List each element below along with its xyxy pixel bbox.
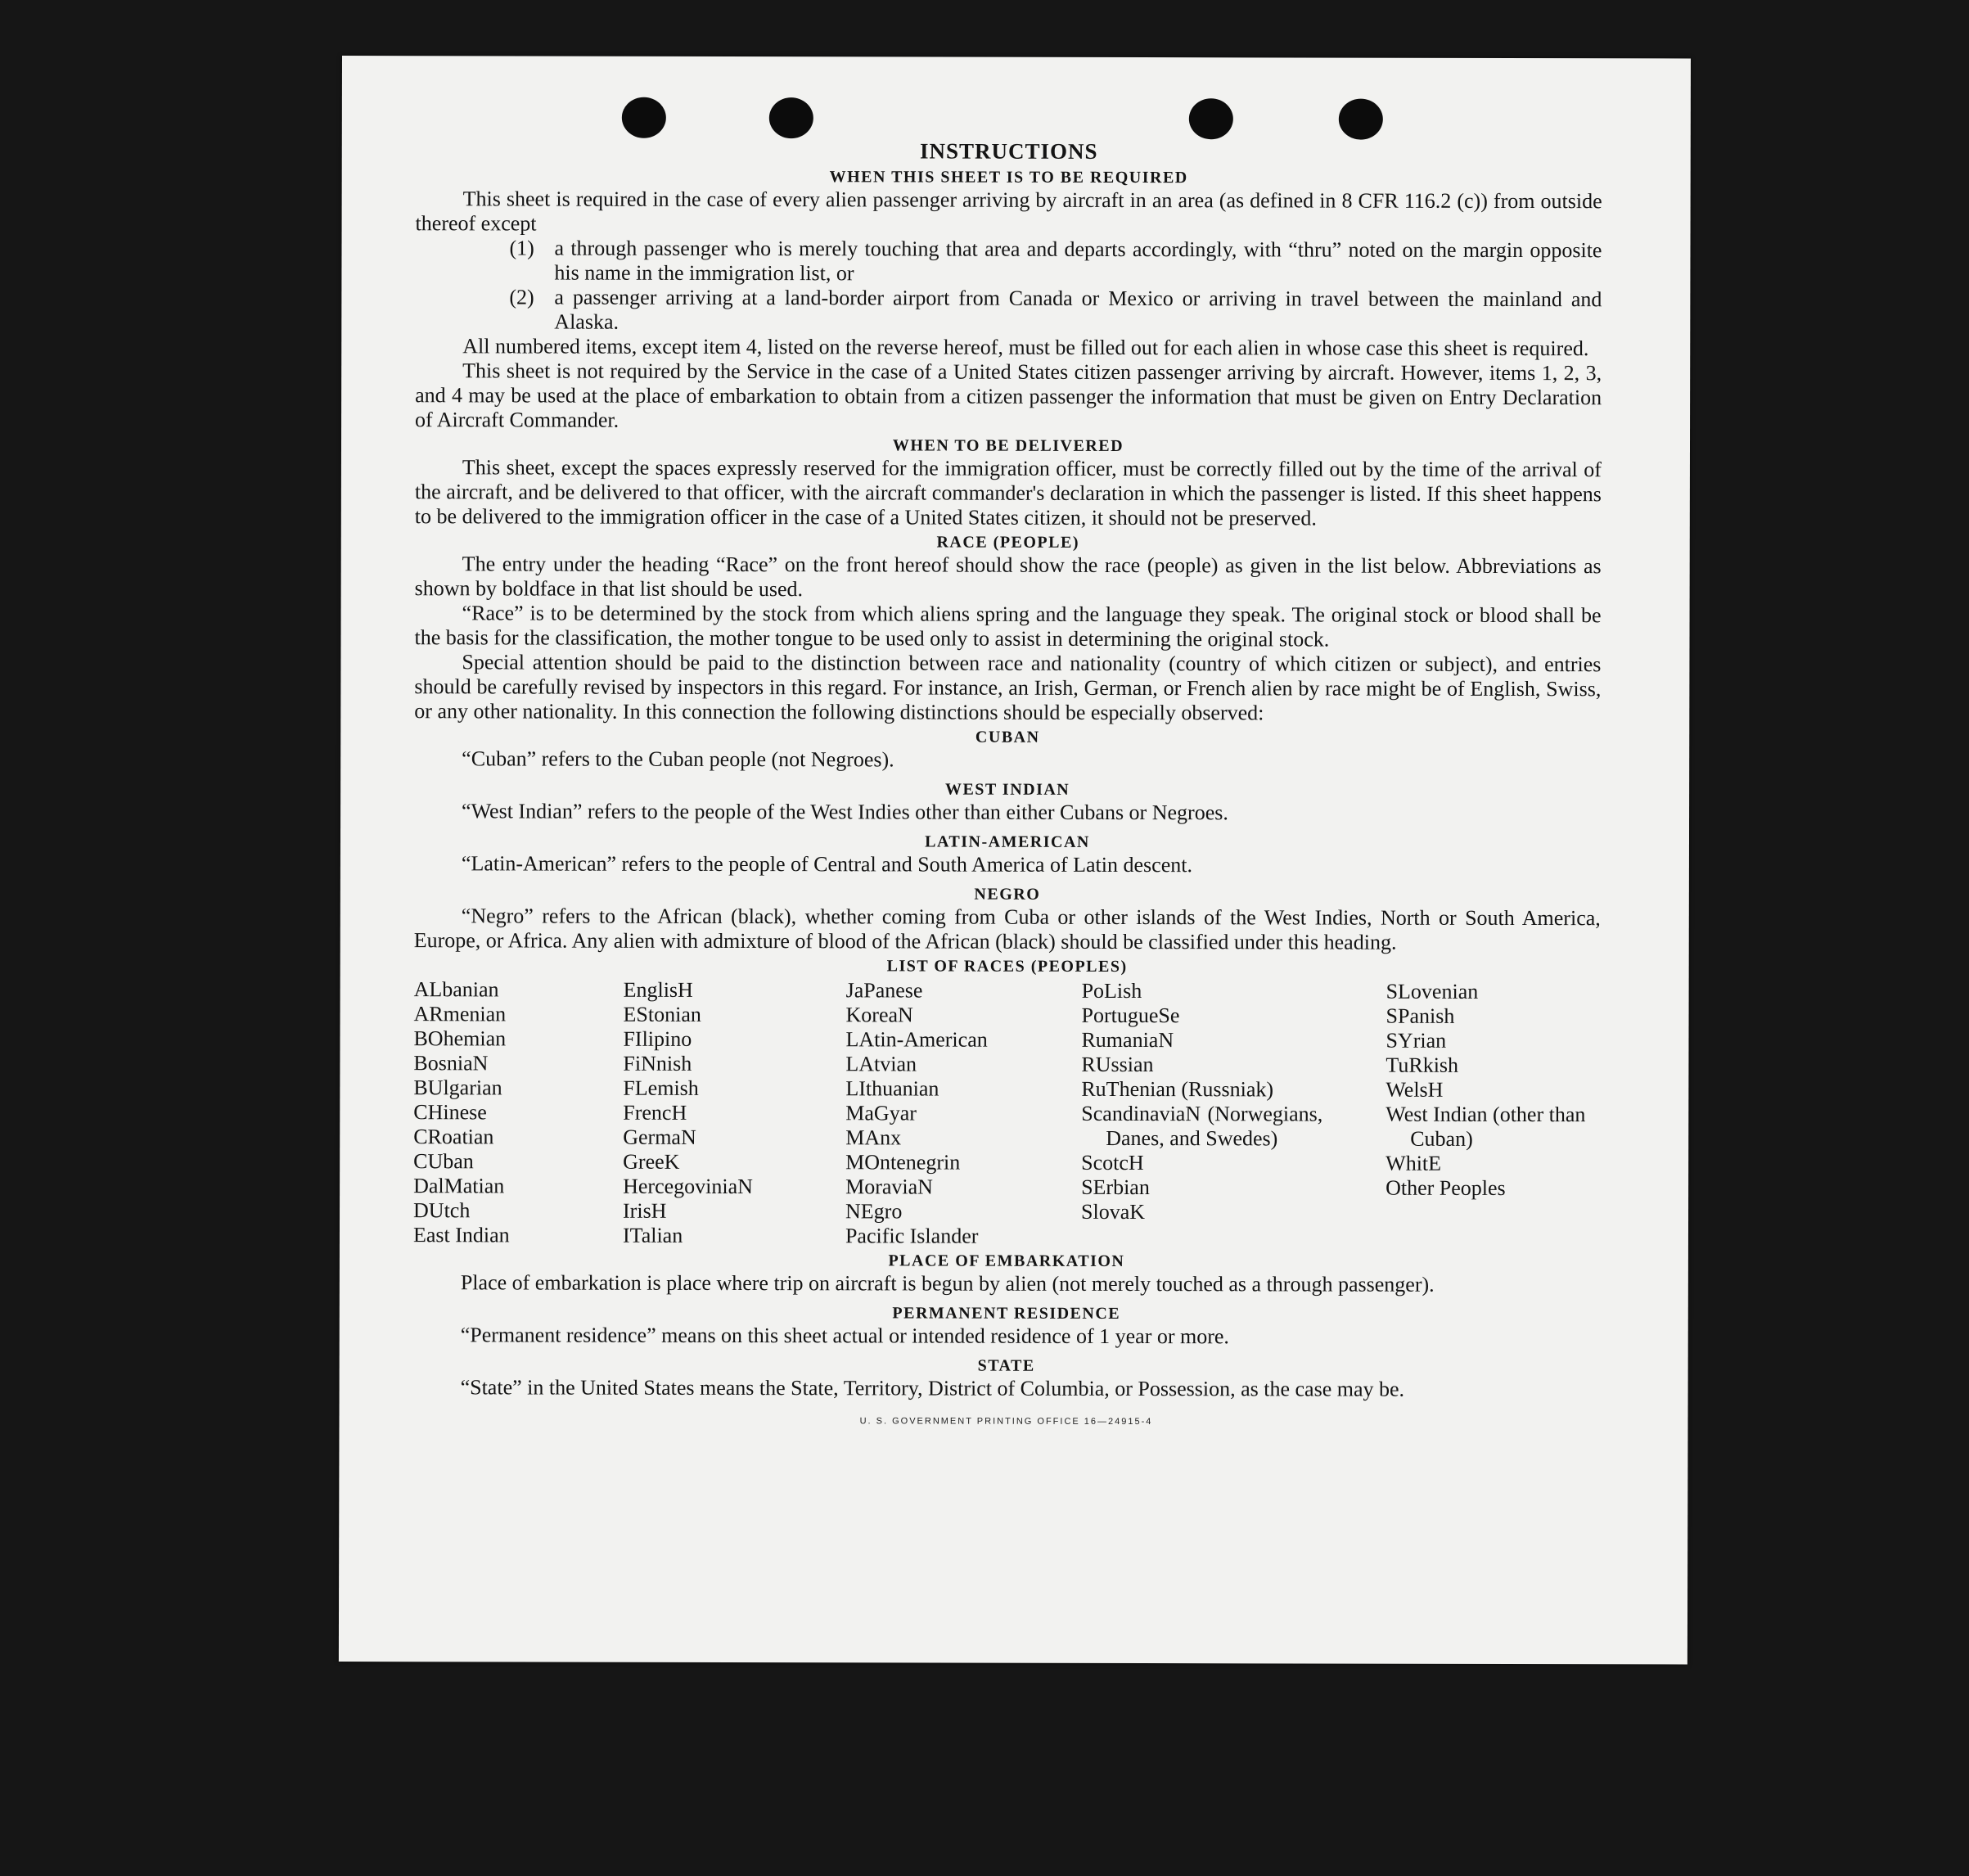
race-entry: ScotcH xyxy=(1081,1150,1144,1175)
paragraph: This sheet is required in the case of every alien passenger arriving by aircraft in an area (as defined in 8 CFR 116.2 (c)) from outside thereof except xyxy=(415,187,1602,236)
race-entry: SYrian xyxy=(1386,1028,1447,1053)
race-entry: WhitE xyxy=(1386,1151,1442,1175)
race-entry: West Indian (other than Cuban) xyxy=(1386,1102,1586,1151)
paragraph: Special attention should be paid to the distinction between race and nationality (country of which citizen or subject), and entries should be carefully revised by inspectors in this regard. For instance, an Irish, German, or French alien by race might be of English, Swiss, or any other nationality. In this connection the following distinctions should be especially observed: xyxy=(414,650,1602,725)
race-entry: BUlgarian xyxy=(413,1076,502,1100)
race-entry: MoraviaN xyxy=(845,1175,933,1199)
race-entry: IrisH xyxy=(623,1198,667,1223)
race-entry: ScandinaviaN (Norwegians, Danes, and Swedes) xyxy=(1081,1101,1323,1151)
race-entry: FLemish xyxy=(623,1076,699,1100)
race-entry: SlovaK xyxy=(1081,1199,1146,1224)
race-entry: ITalian xyxy=(622,1223,683,1247)
race-entry: LAtvian xyxy=(845,1052,917,1076)
race-entry: CHinese xyxy=(413,1100,487,1125)
race-entry: PortugueSe xyxy=(1081,1003,1180,1028)
list-item xyxy=(509,285,1602,336)
race-list xyxy=(413,977,1601,1250)
race-entry: FiNnish xyxy=(623,1051,692,1076)
item-number: (1) xyxy=(509,236,534,260)
paragraph: The entry under the heading “Race” on the front hereof should show the race (people) as given in the list below. Abbreviations as shown by boldface in that list should be used. xyxy=(414,552,1602,602)
race-entry: ALbanian xyxy=(413,977,499,1002)
race-entry: LAtin-American xyxy=(845,1027,988,1052)
race-entry: MOntenegrin xyxy=(845,1150,961,1175)
paragraph: “Permanent residence” means on this sheet actual or intended residence of 1 year or more. xyxy=(460,1323,1229,1349)
punch-hole xyxy=(1339,99,1383,140)
paragraph: All numbered items, except item 4, listed on the reverse hereof, must be filled out for each alien in whose case this sheet is required. xyxy=(462,334,1589,361)
item-number: (2) xyxy=(509,285,534,309)
heading-negro: NEGRO xyxy=(974,885,1041,904)
race-entry: KoreaN xyxy=(845,1003,913,1027)
instruction-sheet xyxy=(339,56,1691,1664)
punch-hole xyxy=(769,97,813,138)
punch-hole xyxy=(1189,98,1233,139)
heading-state: STATE xyxy=(977,1356,1035,1375)
race-entry: EStonian xyxy=(623,1002,701,1026)
race-entry: East Indian xyxy=(412,1223,510,1247)
race-entry: RumaniaN xyxy=(1081,1027,1174,1053)
list-item xyxy=(509,236,1602,287)
heading-west-indian: WEST INDIAN xyxy=(944,780,1070,799)
heading-required: WHEN THIS SHEET IS TO BE REQUIRED xyxy=(829,168,1188,187)
race-entry: LIthuanian xyxy=(845,1076,939,1101)
race-entry: FIlipino xyxy=(623,1026,692,1051)
race-entry: ARmenian xyxy=(413,1002,507,1026)
race-entry: RUssian xyxy=(1081,1052,1154,1077)
race-entry: EnglisH xyxy=(623,977,693,1002)
race-entry: Pacific Islander xyxy=(845,1224,979,1248)
paragraph: Place of embarkation is place where trip on aircraft is begun by alien (not merely touched as a through passenger). xyxy=(460,1270,1435,1297)
heading-latin-american: LATIN-AMERICAN xyxy=(925,832,1090,851)
heading-embarkation: PLACE OF EMBARKATION xyxy=(888,1251,1125,1271)
race-entry: MaGyar xyxy=(845,1101,917,1125)
race-entry: HercegoviniaN xyxy=(623,1174,753,1199)
race-entry: CUban xyxy=(413,1149,474,1174)
race-entry: SLovenian xyxy=(1386,979,1479,1003)
race-entry: BOhemian xyxy=(413,1026,507,1051)
punch-hole xyxy=(622,97,666,138)
race-entry: BosniaN xyxy=(413,1051,489,1076)
race-entry: DalMatian xyxy=(413,1174,505,1198)
race-column xyxy=(413,977,624,1248)
heading-permanent-residence: PERMANENT RESIDENCE xyxy=(892,1304,1121,1323)
paragraph: “Negro” refers to the African (black), whether coming from Cuba or other islands of the West Indies, North or South America, Europe, or Africa. Any alien with admixture of blood of the African (black) should be classified under this heading. xyxy=(413,904,1601,954)
race-entry: GreeK xyxy=(623,1149,680,1174)
paragraph: “Cuban” refers to the Cuban people (not Negroes). xyxy=(462,746,894,772)
paragraph: “West Indian” refers to the people of the West Indies other than either Cubans or Negroes. xyxy=(462,799,1228,825)
item-text: a passenger arriving at a land-border airport from Canada or Mexico or arriving in travel between the mainland and Alaska. xyxy=(554,285,1602,334)
race-column xyxy=(623,978,846,1249)
race-entry: WelsH xyxy=(1386,1077,1444,1102)
race-entry: SPanish xyxy=(1386,1003,1455,1028)
heading-cuban: CUBAN xyxy=(975,728,1040,746)
race-column xyxy=(845,978,1082,1249)
race-column xyxy=(1386,980,1599,1251)
race-entry: GermaN xyxy=(623,1125,696,1149)
heading-race: RACE (PEOPLE) xyxy=(936,533,1080,552)
race-entry: CRoatian xyxy=(413,1125,494,1149)
race-column xyxy=(1081,979,1386,1250)
race-entry: NEgro xyxy=(845,1199,903,1224)
printer-imprint: U. S. GOVERNMENT PRINTING OFFICE 16—24915-4 xyxy=(859,1416,1153,1427)
race-entry: Other Peoples xyxy=(1386,1175,1506,1200)
heading-delivered: WHEN TO BE DELIVERED xyxy=(892,436,1124,456)
race-entry: SErbian xyxy=(1081,1175,1150,1200)
race-entry: RuThenian (Russniak) xyxy=(1081,1076,1274,1102)
sheet-content xyxy=(412,138,1602,1435)
paragraph: “Race” is to be determined by the stock from which aliens spring and the language they speak. The original stock or blood shall be the basis for the classification, the mother tongue to be used only to assist in determining the original stock. xyxy=(414,601,1602,652)
paragraph: This sheet is not required by the Service in the case of a United States citizen passenger arriving by aircraft. However, items 1, 2, 3, and 4 may be used at the place of embarkation to obtain from a citizen passenger the information that must be given on Entry Declaration of Aircraft Commander. xyxy=(415,359,1602,432)
paragraph: “Latin-American” refers to the people of Central and South America of Latin descent. xyxy=(461,851,1193,877)
race-entry: PoLish xyxy=(1081,978,1142,1003)
paragraph: This sheet, except the spaces expressly reserved for the immigration officer, must be correctly filled out by the time of the arrival of the aircraft, and be delivered to that officer, with the aircraft commander's declaration in which the passenger is listed. If this sheet happens to be delivered to the immigration officer in the case of a United States citizen, it should not be preserved. xyxy=(414,455,1602,530)
race-entry: DUtch xyxy=(413,1198,471,1223)
page-title: INSTRUCTIONS xyxy=(919,138,1098,164)
heading-list-of-races: LIST OF RACES (PEOPLES) xyxy=(886,957,1128,976)
item-text: a through passenger who is merely touching that area and departs accordingly, with “thru” noted on the margin opposite his name in the immigration list, or xyxy=(554,236,1602,286)
paragraph: “State” in the United States means the State, Territory, District of Columbia, or Possession, as the case may be. xyxy=(460,1375,1405,1401)
race-entry: MAnx xyxy=(845,1125,902,1150)
race-entry: FrencH xyxy=(623,1100,687,1125)
race-entry: JaPanese xyxy=(845,978,923,1003)
race-entry: TuRkish xyxy=(1386,1053,1459,1077)
